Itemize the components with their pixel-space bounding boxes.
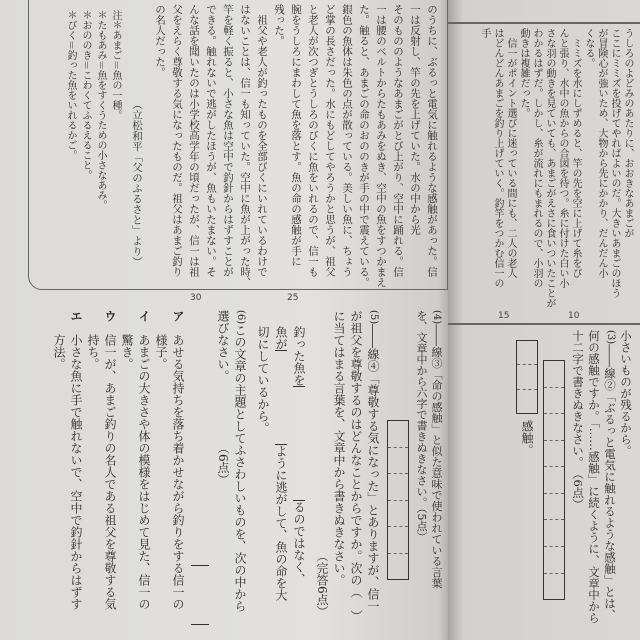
question-text: 十二字で書きぬきなさい。 [571,330,585,463]
q4-answer-grid[interactable] [387,420,409,580]
passage-line: はどんどんあまごを釣り上げていく。釣竿をつかむ信一の [492,28,503,288]
question-number: (6) [235,310,246,325]
passage-line: ど掌の長さだった。水にもどしてやろうかと思うが、祖父 [324,4,336,277]
passage-line: 手 [479,28,490,38]
passage-line: 一は反射し、竿の先を上げていた。水の中から光 [409,4,421,235]
passage-line: の名人だった。 [154,4,166,78]
line-number: 25 [287,293,299,303]
fill-text: 魚が [274,326,288,350]
choice-text[interactable]: 小さな魚に手で触れないで、空中で釣針からはずす [69,334,83,610]
passage-line: くなる。 [583,28,594,68]
question-3-area [516,330,634,640]
source-citation [129,4,145,267]
q5-points: （完答6点） [315,550,329,618]
passage-line: が冒険心が強いため、大物から先にかかり、だんだん小 [596,28,607,278]
choice-text[interactable]: 驚き。 [120,334,134,370]
question-number: (5) [368,310,379,325]
question-3 [570,330,634,638]
question-text: ――線④「尊敬する気になった」とありますが、信一 [366,324,380,613]
question-text: 選びなさい。 [216,310,230,376]
passage-line: んな話を聞いたのは小学校高学年の頃だったが、信一は祖 [188,4,200,277]
choice-label[interactable]: ア [171,310,185,322]
question-text: ――線③「命の感触」と似た意味で使われている言葉 [430,324,443,589]
questions-area [50,310,444,640]
choice-text[interactable]: あまごの大きさや体の模様をはじめて見た、信一の [137,334,151,610]
choice-label[interactable]: エ [69,310,83,322]
choice-text[interactable]: あせる気持ちを落ち着かせながら釣りをする信一の [171,334,185,610]
q3-answer-grid-2[interactable] [516,340,538,414]
previous-answer-text: 小さいものが残るから。 [619,330,633,457]
top-rule [448,22,640,24]
q6-points: （6点） [216,448,230,486]
passage-line: と老人が次つぎとうしろのびくに魚をいれるので、信一も [307,4,319,277]
line-number: 30 [190,293,202,303]
line-number: 10 [568,311,580,321]
passage-line: ミミズを水にしずめると、竿の先を空に上げて糸をぴ [570,28,581,278]
passage-line: 銀色の魚体は朱色の点が散っている。美しい魚に、ちょう [341,4,353,277]
right-page [448,0,640,640]
passage-line: 腕をうしろにまわして魚を落とす。魚の命の感触が手に [290,4,302,267]
question-text: ――線②「ぶるっと電気に触れるような感触」とは、 [603,344,617,621]
passage-line: できる。触れないで逃がしたほうが、魚もいたまない。そ [205,4,217,277]
passage-area [63,4,440,290]
fill-text: るのではなく、 [292,501,306,585]
question-number: (4) [431,310,442,325]
question-text: を、文章中から六字で書きぬきなさい。 [415,310,428,508]
footnote: 注＊あまご＝魚の一種。 [110,10,121,120]
section-rule [448,323,640,325]
passage-line: 父をえらく尊敬する気になったものだ。祖父はあまご釣り [171,4,183,277]
passage-line: わかるはずだ。しかし、糸が流れにもまれるので、小羽の [531,28,542,288]
q3-suffix: 感触。 [520,420,534,456]
choice-label[interactable]: イ [137,310,151,322]
question-text: 何の感触ですか。「……感触」に続くように、文章中から [587,330,601,624]
passage-line: ここにミミズを投げてやればよいのだ。大きいあまごのほう [609,28,620,298]
question-6 [214,310,249,638]
question-4 [414,310,444,638]
passage-line: うしろのよどみのあたりに、おおきなあまごが [622,28,633,238]
passage-line: さな羽の動きを見ていても、あまごがえさに食いついたことが [544,28,555,308]
passage-line: のうちに、ぶるっと電気に触れるような感触があった。信 [426,4,438,277]
q6-choices [50,310,186,638]
q5-fill-sentence [254,310,308,638]
q6-answer-box[interactable] [191,565,209,625]
passage-line: 信一がポイント選びに迷っている間にも、二人の老人 [505,28,516,278]
question-text: が祖父を尊敬するのはどんなことからですか。次の（ ） [349,310,363,622]
passage-left [151,4,440,288]
question-text: に当てはまる言葉を、文章中から書きぬきなさい。 [332,310,346,586]
footnote: ＊たもあみ＝魚をすくうための小さなあみ。 [95,10,106,210]
passage-line: 残った。 [273,4,285,46]
question-text: この文章の主題としてふさわしいものを、次の中から [233,324,247,613]
passage-line: 竿を軽く振ると、小さな魚は空中で釣針からはずすことが [222,4,234,277]
q3-answer-grid-1[interactable] [543,360,565,600]
blank-1[interactable] [293,386,305,501]
line-number: 15 [498,311,510,321]
fill-text: 釣った魚を [292,326,306,386]
choice-text[interactable]: 持ち。 [86,334,100,370]
passage-line: 一は腰のベルトからたもあみをぬき、空中の魚をすつかまえ [375,4,387,288]
q3-points: （6点） [571,473,585,510]
passage-right [478,28,634,310]
passage-line: 動きは複雑だった。 [518,28,529,118]
choice-text[interactable]: 信一が、あまご釣りの名人である祖父を尊敬する気 [103,334,117,610]
q4-points: （5点） [415,508,428,543]
q3-answer-column-2 [516,340,538,456]
passage-line: そのもののようなあまごがとび上がり、空中に踊れる。信 [392,4,404,277]
fill-text: ように逃がして、魚の命を大 [274,445,288,601]
passage-line: た。触ると、あまごの命のおののきが手の中で震えている。 [358,4,370,288]
choice-text[interactable]: 方法。 [52,334,66,370]
footnote: ＊びく＝釣った魚をいれるかご。 [65,10,76,160]
question-5 [313,310,382,638]
choice-label[interactable]: ウ [103,310,117,322]
blank-2[interactable] [275,350,287,445]
passage-line: んと張り、水中の魚からの合図を待つ。糸に付けた白い小 [557,28,568,288]
fill-text: 切にしているから。 [256,326,270,434]
passage-line: はないことは、信一も知っていた。空中に魚が上がった時、 [239,4,251,288]
choice-text[interactable]: 様子。 [154,334,168,370]
question-number: (3) [605,330,616,345]
footnotes [63,4,123,210]
source-text: （立松和平「父のふるさと」より） [131,99,143,267]
passage-line: 祖父や老人が釣ったものを全部びくにいれているわけで [256,4,268,277]
footnote: ＊おののき＝こわくてふるえること。 [80,10,91,180]
